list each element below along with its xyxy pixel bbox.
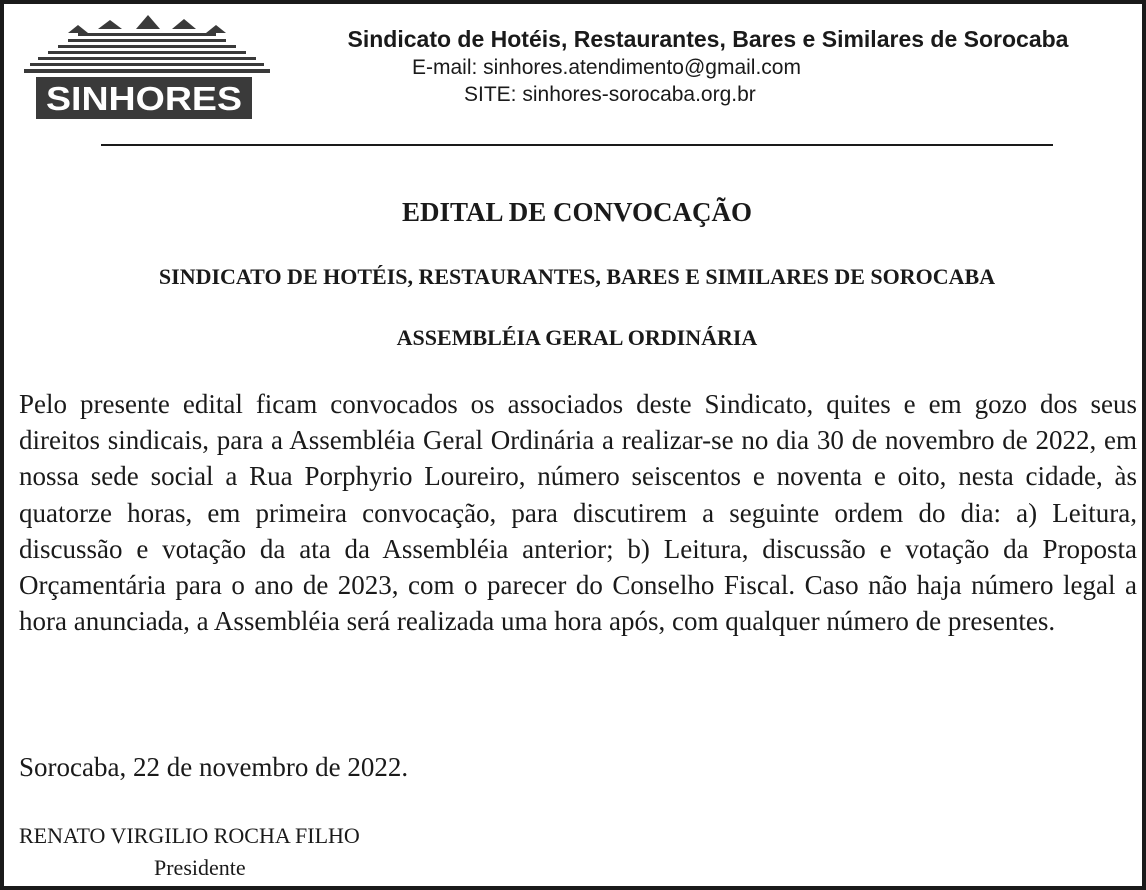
header-divider — [101, 144, 1053, 146]
mountain-stripes-logo-icon — [20, 13, 272, 121]
sinhores-logo — [20, 13, 272, 121]
signer-role: Presidente — [154, 855, 246, 880]
assembly-heading: ASSEMBLÉIA GERAL ORDINÁRIA — [396, 325, 758, 350]
date-line: Sorocaba, 22 de novembro de 2022. — [19, 752, 409, 782]
email-line: E-mail: sinhores.atendimento@gmail.com — [412, 56, 801, 79]
document-subtitle: SINDICATO DE HOTÉIS, RESTAURANTES, BARES E SIMILARES DE SOROCABA — [158, 264, 996, 289]
convocation-body: Pelo presente edital ficam convocados os associados deste Sindicato, quites e em gozo dos seus direitos sindicais, para a Assembléia Geral Ordinária a realizar-se no dia 30 de novembro de 2022, em nossa sede social a Rua Porphyrio Loureiro, número seiscentos e noventa e oito, nesta cidade, às quatorze horas, em primeira convocação, para discutirem a seguinte ordem do dia: a) Leitura, discussão e votação da ata da Assembléia anterior; b) Leitura, discussão e votação da Proposta Orçamentária para o ano de 2023, com o parecer do Conselho Fiscal. Caso não haja número legal a hora anunciada, a Assembléia será realizada uma hora após, com qualquer número de presentes. — [19, 389, 1137, 637]
header-contact-block — [290, 24, 1126, 108]
organization-name: Sindicato de Hotéis, Restaurantes, Bares e Similares de Sorocaba — [347, 26, 1069, 52]
site-line: SITE: sinhores-sorocaba.org.br — [464, 83, 756, 106]
document-title: EDITAL DE CONVOCAÇÃO — [402, 197, 752, 227]
signer-name: RENATO VIRGILIO ROCHA FILHO — [19, 823, 360, 848]
logo-text: SINHORES — [46, 80, 242, 117]
